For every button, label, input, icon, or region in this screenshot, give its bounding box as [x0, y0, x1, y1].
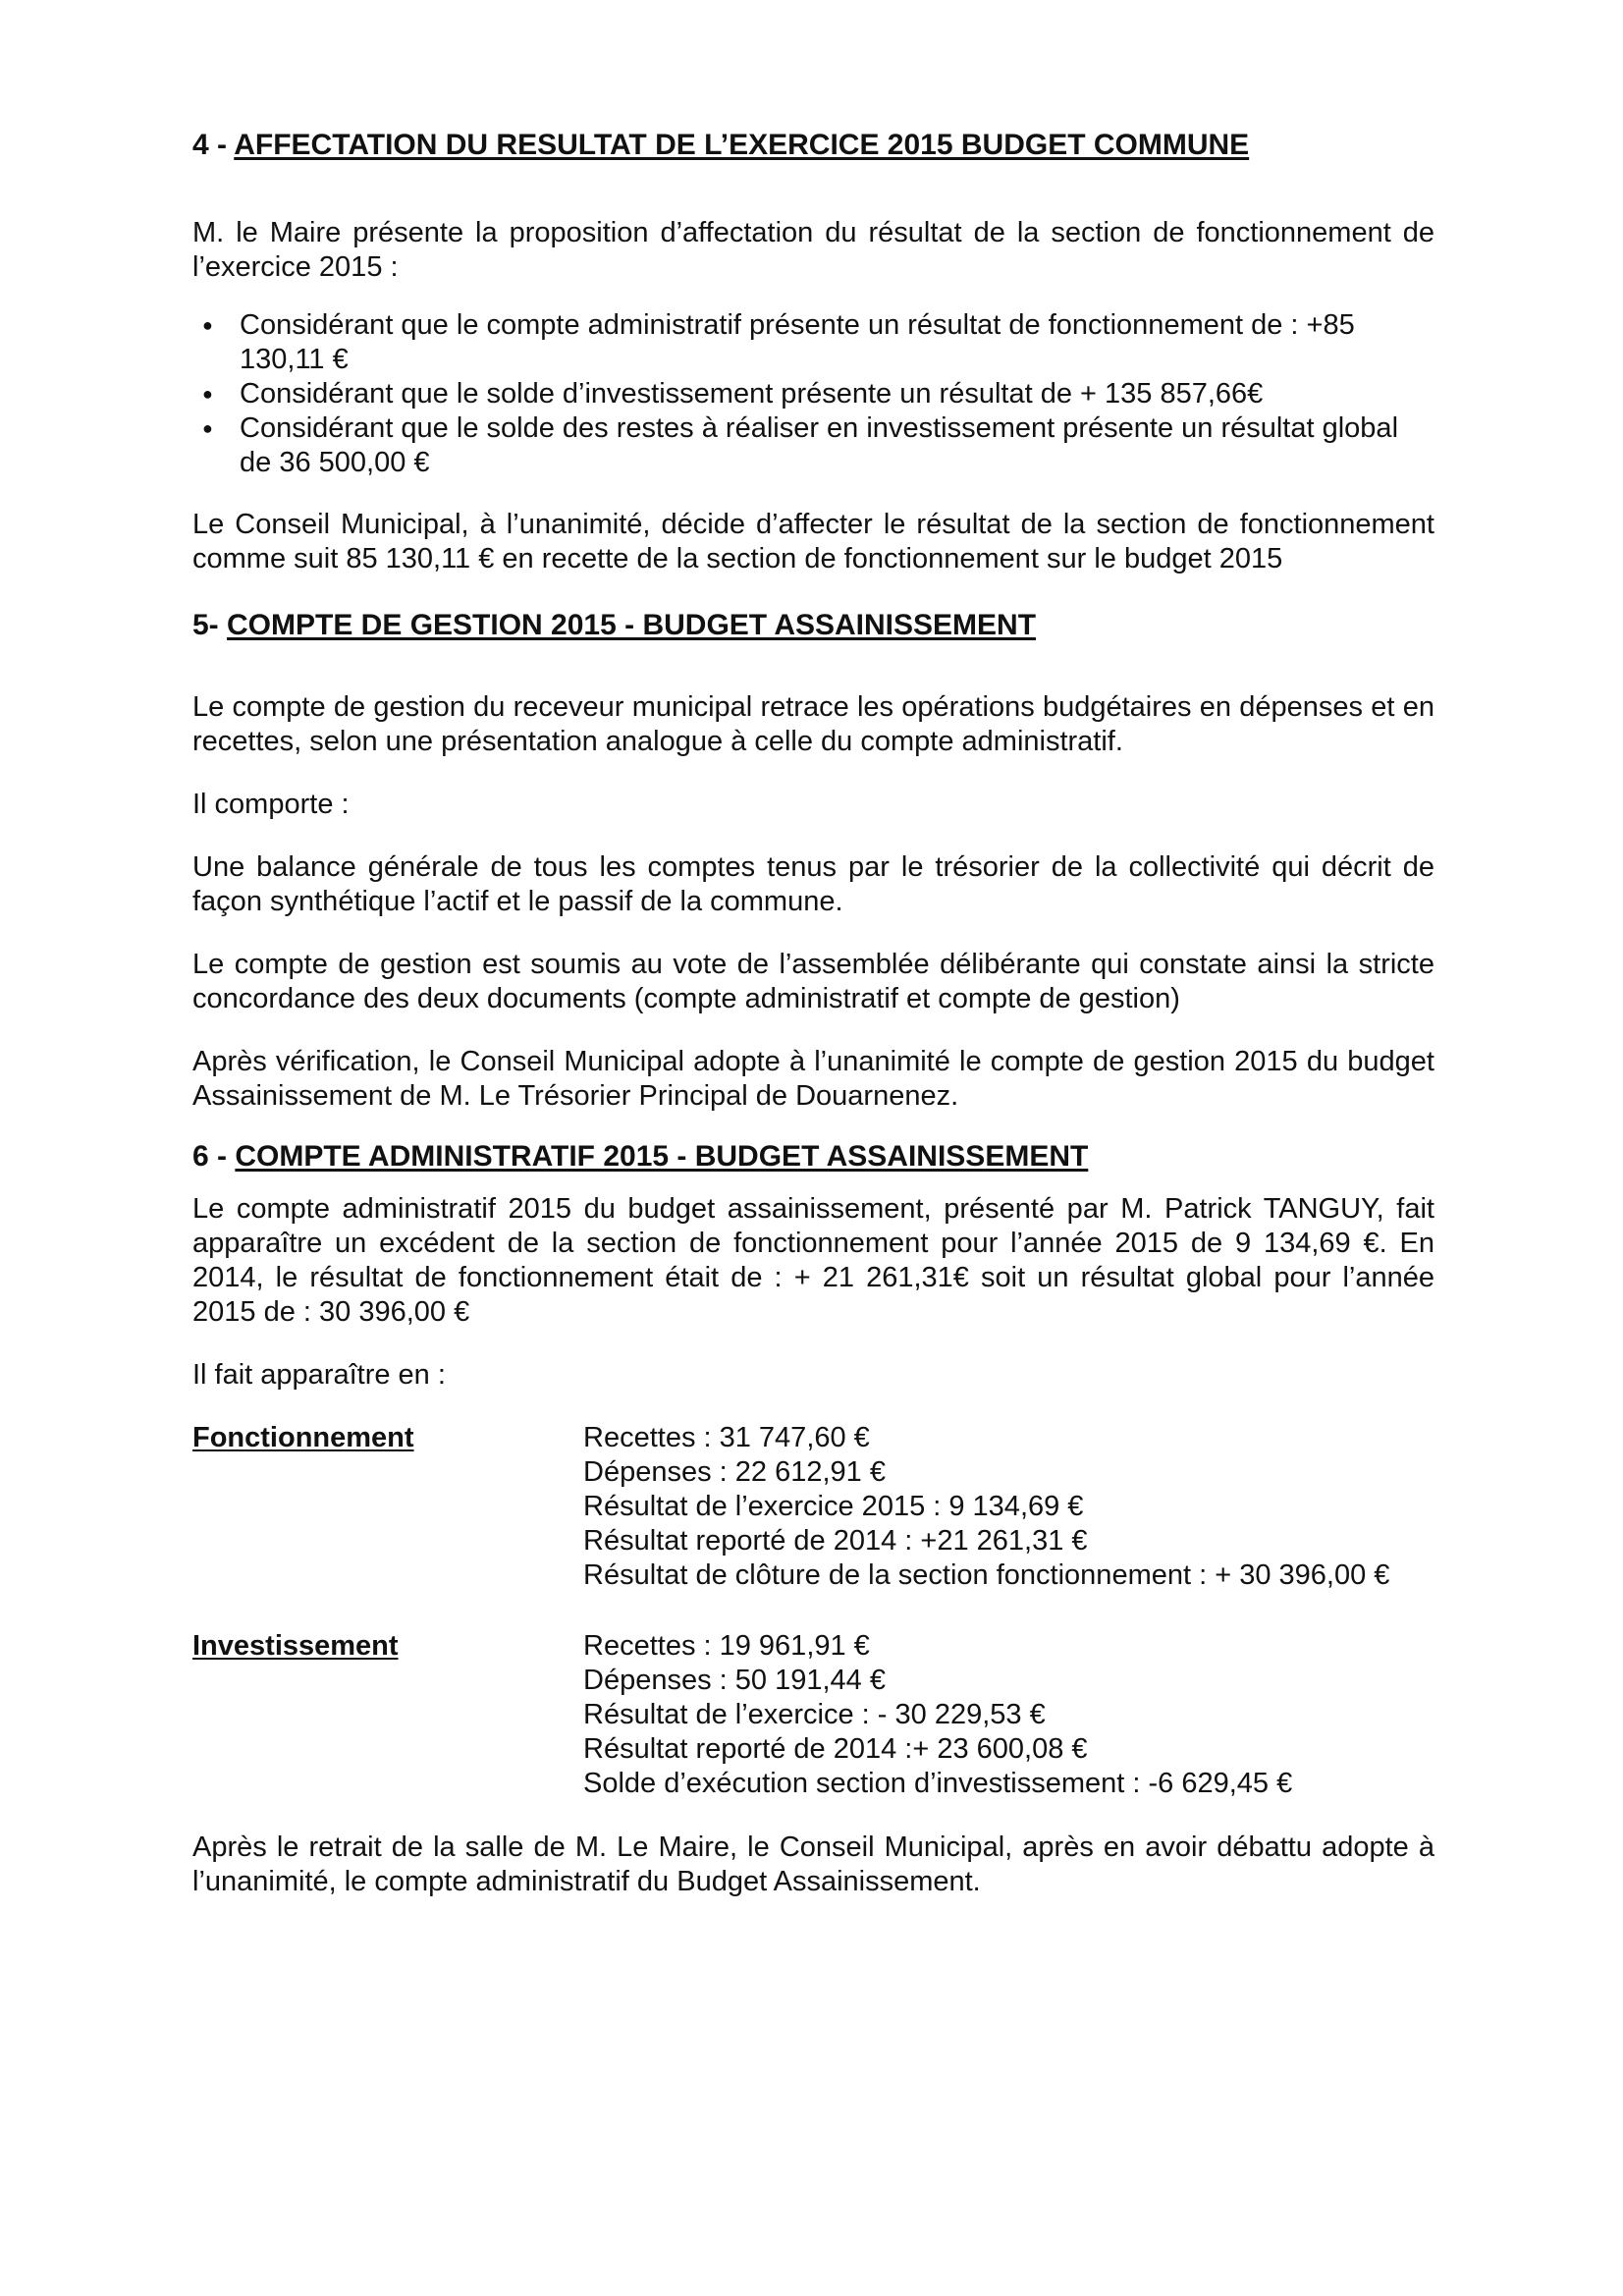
bullet-text: Considérant que le solde d’investissement présente un résultat de + 135 857,66€ [240, 378, 1264, 410]
fonctionnement-lines [583, 1421, 1434, 1593]
section-4-title: AFFECTATION DU RESULTAT DE L’EXERCICE 2015 BUDGET COMMUNE [234, 129, 1250, 161]
investissement-line: Résultat de l’exercice : - 30 229,53 € [583, 1699, 1046, 1730]
section-4-number: 4 - [192, 129, 235, 161]
section-4-heading [192, 128, 1434, 163]
bullet-text: Considérant que le solde des restes à réaliser en investissement présente un résultat global de 36 500,00 € [240, 412, 1399, 478]
document-page [192, 120, 1434, 1899]
investissement-label: Investissement [192, 1630, 399, 1662]
bullet-icon: ● [202, 384, 213, 404]
fonctionnement-block [192, 1421, 1434, 1593]
investissement-line: Dépenses : 50 191,44 € [583, 1665, 886, 1696]
bullet-item [192, 308, 1434, 377]
section-5-paragraph-1: Le compte de gestion du receveur municipal retrace les opérations budgétaires en dépenses et en recettes, selon une présentation analogue à celle du compte administratif. [192, 691, 1434, 757]
section-5-paragraph-3: Une balance générale de tous les comptes tenus par le trésorier de la collectivité qui décrit de façon synthétique l’actif et le passif de la commune. [192, 851, 1434, 917]
section-5-title: COMPTE DE GESTION 2015 - BUDGET ASSAINISSEMENT [227, 609, 1037, 641]
section-4-intro: M. le Maire présente la proposition d’affectation du résultat de la section de fonctionnement de l’exercice 2015 : [192, 217, 1434, 283]
investissement-block [192, 1629, 1434, 1801]
bullet-icon: ● [202, 315, 213, 335]
fonctionnement-line: Recettes : 31 747,60 € [583, 1422, 870, 1453]
section-5-paragraph-2: Il comporte : [192, 789, 350, 820]
section-5-heading [192, 608, 1434, 643]
section-5-paragraph-4: Le compte de gestion est soumis au vote de l’assemblée délibérante qui constate ainsi la stricte concordance des deux documents (compte administratif et compte de gestion) [192, 949, 1434, 1014]
section-6-lead: Il fait apparaître en : [192, 1359, 446, 1391]
section-6-intro: Le compte administratif 2015 du budget assainissement, présenté par M. Patrick TANGUY, fait apparaître un excédent de la section de fonctionnement pour l’année 2015 de 9 134,69 €. En 2014, le résultat de fonctionnement était de : + 21 261,31€ soit un résultat global pour l’année 2015 de : 30 396,00 € [192, 1193, 1434, 1328]
section-6-heading [192, 1139, 1434, 1175]
section-6-number: 6 - [192, 1140, 236, 1173]
section-5-paragraph-5: Après vérification, le Conseil Municipal adopte à l’unanimité le compte de gestion 2015 du budget Assainissement de M. Le Trésorier Principal de Douarnenez. [192, 1046, 1434, 1112]
section-6-title: COMPTE ADMINISTRATIF 2015 - BUDGET ASSAINISSEMENT [235, 1140, 1089, 1173]
bullet-text: Considérant que le compte administratif présente un résultat de fonctionnement de : +85 130,11 € [240, 309, 1355, 375]
fonctionnement-line: Résultat de clôture de la section fonctionnement : + 30 396,00 € [583, 1559, 1390, 1591]
bullet-item [192, 411, 1434, 480]
section-6-closing: Après le retrait de la salle de M. Le Maire, le Conseil Municipal, après en avoir débattu adopte à l’unanimité, le compte administratif du Budget Assainissement. [192, 1831, 1434, 1897]
section-4-bullets [192, 308, 1434, 480]
fonctionnement-line: Résultat de l’exercice 2015 : 9 134,69 € [583, 1491, 1084, 1522]
investissement-line: Solde d’exécution section d’investissement : -6 629,45 € [583, 1768, 1293, 1799]
bullet-icon: ● [202, 418, 213, 438]
investissement-line: Résultat reporté de 2014 :+ 23 600,08 € [583, 1733, 1088, 1765]
investissement-line: Recettes : 19 961,91 € [583, 1630, 870, 1662]
section-5-number: 5- [192, 609, 228, 641]
investissement-lines [583, 1629, 1434, 1801]
section-4-decision: Le Conseil Municipal, à l’unanimité, décide d’affecter le résultat de la section de fonctionnement comme suit 85 130,11 € en recette de la section de fonctionnement sur le budget 2015 [192, 509, 1434, 574]
fonctionnement-line: Dépenses : 22 612,91 € [583, 1456, 886, 1488]
bullet-item [192, 377, 1434, 411]
fonctionnement-line: Résultat reporté de 2014 : +21 261,31 € [583, 1525, 1088, 1557]
fonctionnement-label: Fonctionnement [192, 1422, 414, 1453]
